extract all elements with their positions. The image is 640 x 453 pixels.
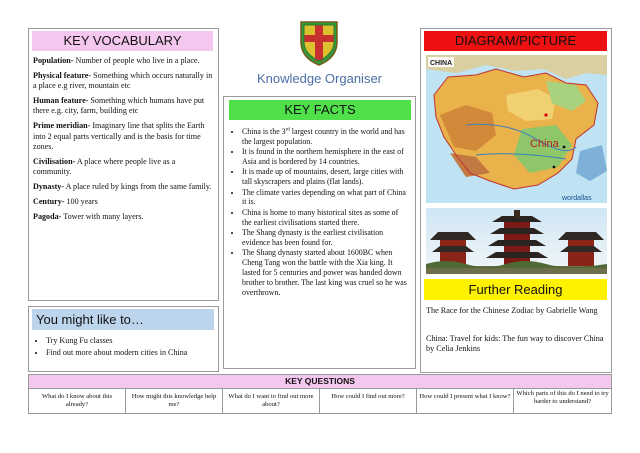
key-facts-heading: KEY FACTS	[229, 100, 411, 120]
vocab-definition: A place ruled by kings from the same family.	[64, 181, 212, 191]
vocab-definition: Something which occurs naturally in a place e.g river, mountain etc	[33, 70, 213, 91]
you-might-like-list	[33, 336, 215, 361]
vocab-item	[33, 56, 215, 66]
key-fact-item: • The climate varies depending on what part of China it is.	[242, 188, 409, 208]
vocab-definition: Number of people who live in a place.	[73, 56, 200, 65]
svg-text:wordallas: wordallas	[562, 195, 592, 202]
key-facts-list	[229, 127, 409, 298]
key-vocabulary-heading: KEY VOCABULARY	[32, 31, 213, 51]
pagoda-photo	[426, 208, 607, 274]
vocab-item	[33, 121, 215, 152]
knowledge-organiser-title: Knowledge Organiser	[256, 71, 383, 86]
vocab-term: Dynasty-	[33, 181, 65, 191]
vocab-term: Physical feature-	[33, 70, 92, 80]
key-fact-item: • The Shang dynasty is the earliest civilisation evidence has been found for.	[242, 228, 409, 248]
key-fact-item: • China is the 3rd largest country in the world and has the largest population.	[242, 127, 409, 147]
key-questions-heading: KEY QUESTIONS	[29, 375, 611, 388]
vocab-item	[33, 182, 215, 192]
vocab-definition: Tower with many layers.	[61, 211, 144, 221]
vocab-definition: Something which humans have put there e.g. city, farm, building etc	[33, 96, 205, 116]
china-map-image	[426, 55, 607, 203]
key-questions-row	[29, 388, 611, 413]
vocab-term: Pagoda-	[33, 211, 62, 221]
vocab-term: Civilisation-	[33, 156, 76, 166]
vocab-item	[33, 96, 215, 117]
diagram-picture-heading: DIAGRAM/PICTURE	[424, 31, 607, 51]
vocab-definition: Imaginary line that splits the Earth into 2 equal parts vertically and is the basis for time zones.	[33, 121, 205, 151]
key-question-cell: What do I want to find out more about?	[223, 389, 320, 413]
vocab-definition: A place where people live as a community.	[33, 156, 176, 177]
key-question-cell: How could I find out more?	[320, 389, 417, 413]
key-fact-item: • The Shang dynasty started about 1600BC when Cheng Tang won the battle with the Xia king. It lasted for 5 centuries and power was handed down brother to brother. The last king was cruel so he was overthrown.	[242, 248, 409, 297]
vocab-item	[33, 197, 215, 207]
school-crest-logo	[299, 20, 339, 66]
vocab-definition: 100 years	[64, 196, 98, 206]
you-might-like-item: • Try Kung Fu classes	[46, 336, 215, 346]
book-2: China: Travel for kids: The fun way to discover China by Celia Jenkins	[426, 334, 604, 354]
key-question-cell: How could I present what I know?	[417, 389, 514, 413]
vocab-item	[33, 157, 215, 178]
vocab-term: Prime meridian-	[33, 121, 91, 131]
key-fact-item: • It is made up of mountains, desert, large cities with tall skyscrapers and plains (flat lands).	[242, 167, 409, 187]
key-fact-item: • It is found in the northern hemisphere in the east of Asia and is bordered by 14 countries.	[242, 147, 409, 167]
vocabulary-list	[33, 56, 215, 227]
key-question-cell: How might this knowledge help me?	[126, 389, 223, 413]
you-might-like-heading: You might like to…	[32, 309, 214, 330]
key-fact-item: • China is home to many historical sites as some of the earliest civilisations started there.	[242, 208, 409, 228]
book-1: The Race for the Chinese Zodiac by Gabrielle Wang	[426, 306, 598, 315]
key-question-cell: Which parts of this do I need to try harder to understand?	[516, 390, 609, 405]
key-question-cell: What do I know about this already?	[29, 389, 126, 413]
vocab-term: Population-	[33, 56, 74, 65]
vocab-item	[33, 212, 215, 222]
vocab-item	[33, 71, 215, 92]
svg-text:China: China	[530, 138, 559, 150]
vocab-term: Human feature-	[33, 96, 89, 106]
vocab-term: Century-	[33, 196, 65, 206]
further-reading-heading: Further Reading	[424, 279, 607, 300]
svg-text:CHINA: CHINA	[430, 60, 453, 67]
you-might-like-item: • Find out more about modern cities in China	[46, 348, 215, 358]
